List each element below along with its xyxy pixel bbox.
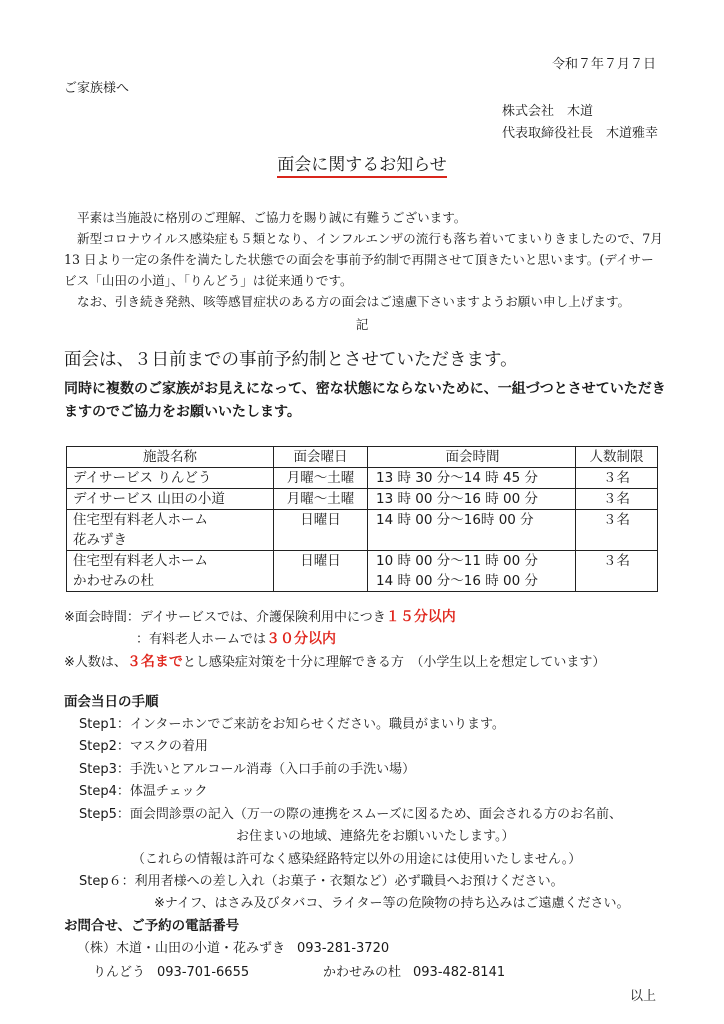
visit-times: 13 時 00 分～16 時 00 分 bbox=[368, 489, 576, 510]
procedure-step-6: Step６：利用者様への差し入れ（お菓子・衣類など）必ず職員へお預けください。 bbox=[79, 874, 564, 889]
visitor-limit: ３名 bbox=[576, 551, 658, 592]
header-times: 面会時間 bbox=[368, 447, 576, 468]
intro-paragraph-2: 新型コロナウイルス感染症も５類となり、インフルエンザの流行も落ち着いてまいりきましたので、7月 13 日より一定の条件を満たした状態での面会を事前予約制で再開させて頂きたいと思います。(デイサービス「山田の小道」、「りんどう」は従来通りです。 bbox=[64, 231, 663, 288]
note-text: ：有料老人ホームでは bbox=[136, 632, 267, 647]
document-title-text: 面会に関するお知らせ bbox=[277, 155, 447, 178]
procedure-step-1: Step1：インターホンでご来訪をお知らせください。職員がまいります。 bbox=[79, 717, 505, 732]
visit-time-line: 10 時 00 分～11 時 00 分 bbox=[376, 553, 538, 569]
facility-name: デイサービス りんどう bbox=[67, 468, 274, 489]
visitor-limit: ３名 bbox=[576, 510, 658, 551]
company-name: 株式会社 木道 bbox=[502, 104, 594, 119]
procedure-step-5: Step5：面会問診票の記入（万一の際の連携をスムーズに図るため、面会される方のお名前、 bbox=[79, 807, 623, 822]
phone-number[interactable]: 093-701-6655 bbox=[157, 965, 250, 980]
contact-line-rindou bbox=[93, 961, 249, 980]
facility-name bbox=[67, 551, 274, 592]
intro-paragraph-1: 平素は当施設に格別のご理解、ご協力を賜り誠に有難うございます。 bbox=[77, 210, 467, 225]
facility-name-line: 花みずき bbox=[73, 532, 127, 548]
closing-mark: 以上 bbox=[629, 989, 656, 1004]
table-row bbox=[67, 551, 658, 592]
contact-name: りんどう bbox=[93, 965, 146, 980]
header-limit: 人数制限 bbox=[576, 447, 658, 468]
document-title bbox=[0, 150, 724, 175]
note-visitor-count bbox=[64, 651, 605, 671]
document-date: 令和７年７月７日 bbox=[551, 57, 656, 72]
contact-heading: お問合せ、ご予約の電話番号 bbox=[64, 918, 240, 934]
visit-days: 月曜～土曜 bbox=[274, 468, 368, 489]
note-text: とし感染症対策を十分に理解できる方 （小学生以上を想定しています） bbox=[182, 655, 606, 670]
table-header-row bbox=[67, 447, 658, 468]
visit-days: 日曜日 bbox=[274, 551, 368, 592]
facility-name-line: かわせみの杜 bbox=[73, 573, 154, 589]
procedure-step-4: Step4：体温チェック bbox=[79, 784, 208, 799]
facility-name: デイサービス 山田の小道 bbox=[67, 489, 274, 510]
procedure-step-5-continued: お住まいの地域、連絡先をお願いいたします。） bbox=[236, 829, 515, 844]
note-visit-duration-home bbox=[136, 628, 336, 648]
visit-days: 日曜日 bbox=[274, 510, 368, 551]
contact-line-kawasemi bbox=[323, 961, 505, 980]
ki-marker: 記 bbox=[355, 317, 369, 332]
table-row bbox=[67, 489, 658, 510]
table-row bbox=[67, 468, 658, 489]
visit-days: 月曜～土曜 bbox=[274, 489, 368, 510]
addressee: ご家族様へ bbox=[64, 81, 130, 96]
procedure-step-6-note: ※ナイフ、はさみ及びタバコ、ライター等の危険物の持ち込みはご遠慮ください。 bbox=[154, 896, 630, 911]
procedure-step-2: Step2：マスクの着用 bbox=[79, 739, 208, 754]
visit-times: 13 時 30 分～14 時 45 分 bbox=[368, 468, 576, 489]
intro-paragraph-3: なお、引き続き発熱、咳等感冒症状のある方の面会はご遠慮下さいますようお願い申し上げます。 bbox=[77, 294, 631, 309]
visitor-limit: ３名 bbox=[576, 489, 658, 510]
visit-times: 14 時 00 分～16時 00 分 bbox=[368, 510, 576, 551]
note-text: ※面会時間：デイサービスでは、介護保険利用中につき bbox=[64, 610, 386, 625]
headline: 面会は、３日前までの事前予約制とさせていただきます。 bbox=[64, 350, 518, 370]
subheadline: 同時に複数のご家族がお見えになって、密な状態にならないために、一組づつとさせていただきますのでご協力をお願いいたします。 bbox=[64, 381, 666, 420]
visit-times bbox=[368, 551, 576, 592]
visitor-limit: ３名 bbox=[576, 468, 658, 489]
procedure-step-3: Step3：手洗いとアルコール消毒（入口手前の手洗い場） bbox=[79, 762, 416, 777]
contact-name: かわせみの杜 bbox=[323, 965, 402, 980]
table-row bbox=[67, 510, 658, 551]
president-name: 代表取締役社長 木道雅幸 bbox=[502, 126, 659, 141]
note-text: ※人数は、 bbox=[64, 655, 127, 670]
header-days: 面会曜日 bbox=[274, 447, 368, 468]
contact-name: （株）木道・山田の小道・花みずき bbox=[77, 941, 286, 956]
procedure-heading: 面会当日の手順 bbox=[64, 694, 159, 710]
facility-name-line: 住宅型有料老人ホーム bbox=[73, 553, 208, 569]
phone-number[interactable]: 093-482-8141 bbox=[413, 965, 506, 980]
note-highlight: ３０分以内 bbox=[266, 631, 337, 647]
header-facility: 施設名称 bbox=[67, 447, 274, 468]
phone-number[interactable]: 093-281-3720 bbox=[297, 941, 390, 956]
procedure-step-5-privacy-note: （これらの情報は許可なく感染経路特定以外の用途には使用いたしません。） bbox=[132, 852, 582, 867]
visiting-schedule-table bbox=[66, 446, 658, 592]
facility-name-line: 住宅型有料老人ホーム bbox=[73, 512, 208, 528]
contact-line-main bbox=[77, 937, 389, 956]
note-highlight: １５分以内 bbox=[385, 609, 456, 625]
note-highlight: ３名まで bbox=[126, 654, 183, 670]
facility-name bbox=[67, 510, 274, 551]
visit-time-line: 14 時 00 分～16 時 00 分 bbox=[376, 573, 538, 589]
note-visit-duration-dayservice bbox=[64, 606, 456, 626]
